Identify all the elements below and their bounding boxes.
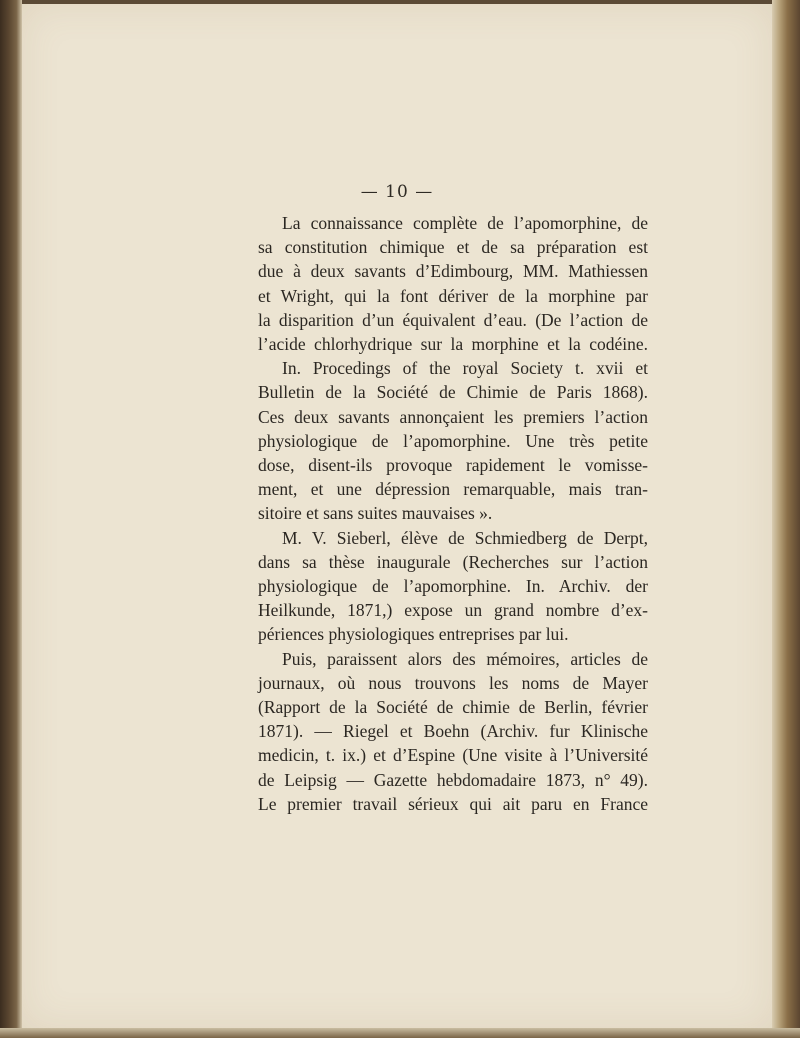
page-sheet — [22, 4, 772, 1028]
book-spine-edge — [0, 0, 22, 1038]
text-line: journaux, où nous trouvons les noms de Mayer — [258, 672, 648, 693]
text-line: de Leipsig — Gazette hebdomadaire 1873, n° 49). — [258, 769, 648, 790]
text-line: l’acide chlorhydrique sur la morphine et la codéine. — [258, 334, 648, 355]
text-line: sa constitution chimique et de sa préparation est — [258, 237, 648, 258]
text-line: Bulletin de la Société de Chimie de Paris 1868). — [258, 382, 648, 403]
text-line: Le premier travail sérieux qui ait paru en France — [258, 793, 648, 814]
paragraph-2 — [258, 356, 648, 525]
text-line: Ces deux savants annonçaient les premiers l’action — [258, 406, 648, 427]
text-line: In. Procedings of the royal Society t. xvii et — [282, 358, 648, 379]
text-line: ment, et une dépression remarquable, mais tran- — [258, 479, 648, 500]
text-line: due à deux savants d’Edimbourg, MM. Mathiessen — [258, 261, 648, 282]
text-line: la disparition d’un équivalent d’eau. (De l’action de — [258, 309, 648, 330]
text-line: M. V. Sieberl, élève de Schmiedberg de Derpt, — [282, 527, 648, 548]
text-line: dans sa thèse inaugurale (Recherches sur l’action — [258, 551, 648, 572]
page-number: — 10 — — [360, 182, 434, 202]
paragraph-3 — [258, 526, 648, 647]
text-line: Heilkunde, 1871,) expose un grand nombre d’ex- — [258, 600, 648, 621]
paragraph-1 — [258, 211, 648, 356]
text-line: dose, disent-ils provoque rapidement le vomisse- — [258, 455, 648, 476]
paragraph-4 — [258, 647, 648, 816]
book-bottom-edge — [0, 1028, 800, 1038]
text-line: périences physiologiques entreprises par lui. — [258, 624, 569, 645]
text-line: (Rapport de la Société de chimie de Berlin, février — [258, 697, 648, 718]
text-line: 1871). — Riegel et Boehn (Archiv. fur Klinische — [258, 721, 648, 742]
text-line: sitoire et sans suites mauvaises ». — [258, 503, 493, 524]
text-line: medicin, t. ix.) et d’Espine (Une visite à l’Université — [258, 745, 648, 766]
body-text — [258, 211, 648, 816]
text-line: et Wright, qui la font dériver de la morphine par — [258, 285, 648, 306]
text-line: physiologique de l’apomorphine. Une très petite — [258, 430, 648, 451]
text-line: La connaissance complète de l’apomorphine, de — [282, 213, 648, 233]
text-line: physiologique de l’apomorphine. In. Archiv. der — [258, 576, 648, 597]
text-line: Puis, paraissent alors des mémoires, articles de — [282, 648, 648, 669]
book-fore-edge — [772, 0, 800, 1038]
